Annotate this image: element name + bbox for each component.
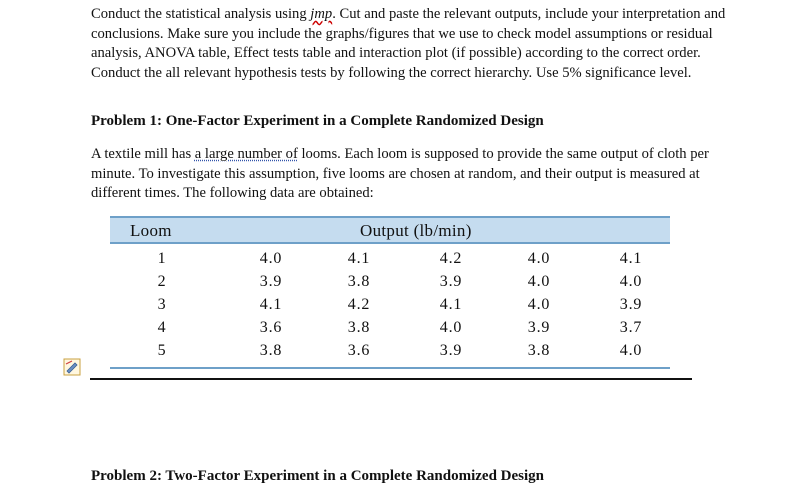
column-header-loom: Loom xyxy=(130,221,172,240)
output-value: 4.1 xyxy=(259,296,283,313)
output-value: 3.8 xyxy=(259,342,283,359)
output-value: 3.6 xyxy=(347,342,371,359)
output-value: 3.9 xyxy=(439,342,463,359)
loom-id: 2 xyxy=(157,273,167,290)
output-value: 4.0 xyxy=(527,296,551,313)
output-value: 4.0 xyxy=(619,273,643,290)
table-row xyxy=(110,296,670,319)
output-value: 4.0 xyxy=(439,319,463,336)
intro-text-prefix: Conduct the statistical analysis using xyxy=(91,6,311,22)
intro-paragraph xyxy=(91,5,731,83)
column-header-output: Output (lb/min) xyxy=(360,221,472,240)
output-value: 4.0 xyxy=(619,342,643,359)
grammar-flag-phrase[interactable]: a large number of xyxy=(194,146,298,162)
output-value: 4.0 xyxy=(527,250,551,267)
output-value: 4.2 xyxy=(439,250,463,267)
output-value: 4.1 xyxy=(619,250,643,267)
jmp-word: jmp xyxy=(310,6,333,22)
loom-id: 4 xyxy=(157,319,167,336)
output-value: 4.1 xyxy=(347,250,371,267)
output-value: 4.0 xyxy=(527,273,551,290)
output-value: 3.9 xyxy=(619,296,643,313)
output-value: 3.9 xyxy=(259,273,283,290)
intro-text-suffix: . Cut and paste the relevant outputs, include your interpretation and conclusions. Make sure you include the graphs/figures that we use to check model assumptions or residual analysis, ANOVA table, Effect tests table and interaction plot (if possible) according to the correct order. Conduct the all relevant hypothesis tests by following the correct hierarchy. Use 5% significance level. xyxy=(91,6,726,81)
output-value: 3.7 xyxy=(619,319,643,336)
section-divider xyxy=(90,378,692,380)
loom-id: 5 xyxy=(157,342,167,359)
table-row xyxy=(110,273,670,296)
output-value: 3.9 xyxy=(439,273,463,290)
problem1-body xyxy=(91,145,731,204)
output-value: 3.8 xyxy=(527,342,551,359)
body-text-post: looms. Each loom is supposed to provide the same output of cloth per minute. To investigate this assumption, five looms are chosen at random, and their output is measured at different times. The following data are obtained: xyxy=(91,146,709,201)
table-bottom-rule xyxy=(110,367,670,369)
problem1-heading: Problem 1: One-Factor Experiment in a Complete Randomized Design xyxy=(91,113,544,129)
table-row xyxy=(110,342,670,365)
output-value: 3.8 xyxy=(347,319,371,336)
loom-data-table xyxy=(110,216,670,369)
output-value: 3.8 xyxy=(347,273,371,290)
output-value: 4.2 xyxy=(347,296,371,313)
output-value: 4.1 xyxy=(439,296,463,313)
edit-note-icon[interactable] xyxy=(63,358,81,376)
problem2-heading: Problem 2: Two-Factor Experiment in a Complete Randomized Design xyxy=(91,468,545,484)
output-value: 3.6 xyxy=(259,319,283,336)
output-value: 4.0 xyxy=(259,250,283,267)
body-text-pre: A textile mill has xyxy=(91,146,195,162)
output-value: 3.9 xyxy=(527,319,551,336)
table-row xyxy=(110,250,670,273)
table-row xyxy=(110,319,670,342)
loom-id: 1 xyxy=(157,250,167,267)
loom-id: 3 xyxy=(157,296,167,313)
